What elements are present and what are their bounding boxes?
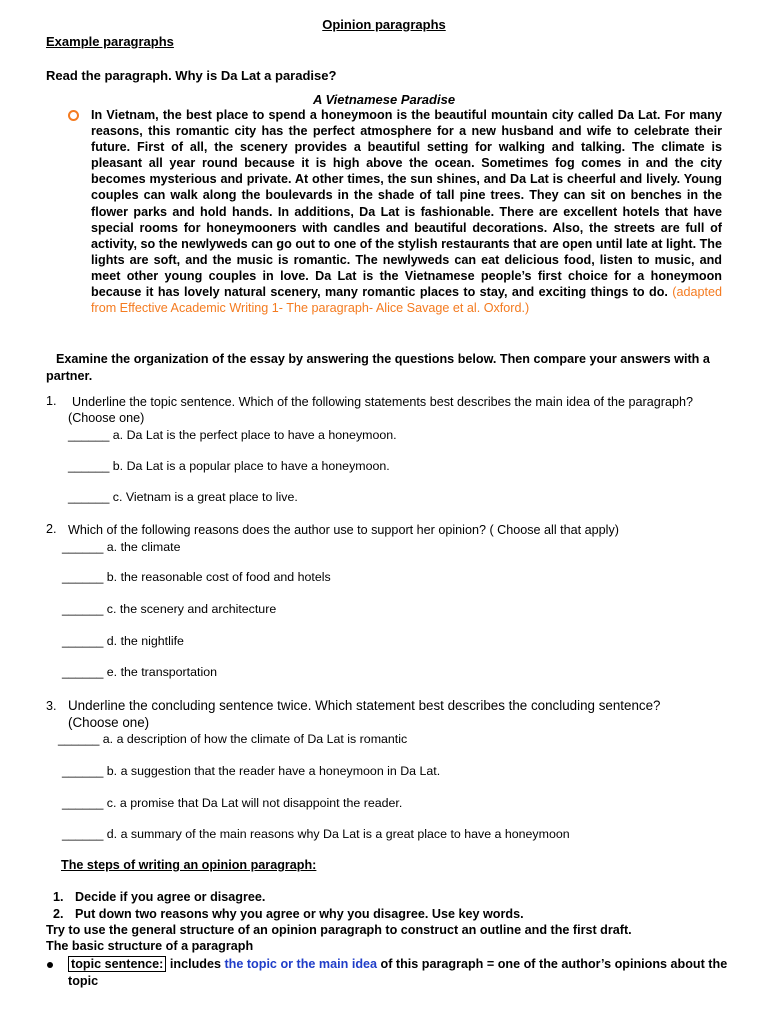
page-title: Opinion paragraphs (322, 17, 446, 32)
question-2-option-e: ______ e. the transportation (62, 665, 217, 679)
question-2-option-b: ______ b. the reasonable cost of food and hotels (62, 570, 331, 584)
step-1-text: Decide if you agree or disagree. (75, 890, 266, 904)
question-1-text: Underline the topic sentence. Which of the following statements best describes the main idea of the paragraph? (Choose one) (68, 395, 693, 425)
examine-instructions (46, 351, 726, 385)
question-3-text: Underline the concluding sentence twice. Which statement best describes the concluding sentence? (Choose one) (68, 698, 661, 730)
example-heading: Example paragraphs (46, 34, 174, 49)
read-prompt: Read the paragraph. Why is Da Lat a paradise? (46, 68, 337, 83)
circle-bullet-icon (68, 110, 79, 121)
question-2-text: Which of the following reasons does the author use to support her opinion? ( Choose all that apply) (68, 523, 619, 537)
question-3-option-b: ______ b. a suggestion that the reader have a honeymoon in Da Lat. (62, 764, 441, 778)
question-3-option-c: ______ c. a promise that Da Lat will not disappoint the reader. (62, 796, 403, 810)
question-2-option-a: ______ a. the climate (62, 540, 181, 554)
bullet-highlight: the topic or the main idea (224, 957, 378, 971)
question-2-option-d: ______ d. the nightlife (62, 634, 184, 648)
question-3-option-d: ______ d. a summary of the main reasons why Da Lat is a great place to have a honeymoon (62, 827, 570, 841)
question-3-option-a: ______ a. a description of how the climate of Da Lat is romantic (58, 732, 408, 746)
question-2-option-c: ______ c. the scenery and architecture (62, 602, 277, 616)
paragraph-source: (adapted from Effective Academic Writing 1- The paragraph- Alice Savage et al. Oxford.) (91, 285, 723, 316)
question-1-option-b: ______ b. Da Lat is a popular place to have a honeymoon. (68, 459, 390, 473)
question-2-number: 2. (46, 522, 57, 536)
paragraph-text: In Vietnam, the best place to spend a honeymoon is the beautiful mountain city called Da Lat. For many reasons, this romantic city has the perfect atmosphere for a new husband and wife to celebrate their future. First of all, the scenery provides a beautiful setting for walking and talking. The climate is pleasant all year round because it is high above the ocean. Sometimes fog comes in and the city becomes mysterious and private. At other times, the sun shines, and Da Lat is cheerful and lively. Young couples can walk along the boulevards in the shade of tall pine trees. They can sit on benches in the flower parks and hold hands. In additions, Da Lat is fashionable. There are excellent hotels that have special rooms for honeymooners with candles and beautiful decorations. Also, the streets are full of activity, so the newlyweds can go out to one of the stylish restaurants that are open until late at light. The lights are soft, and the music is romantic. The newlyweds can eat delicious food, listen to music, and meet other young couples in love. Da Lat is the Vietnamese people’s first choice for a honeymoon because it has lovely natural scenery, many romantic places to stay, and exciting things to do. (91, 108, 722, 300)
bullet-dot-icon (47, 962, 53, 968)
bullet-post: of this paragraph = one of the author’s opinions about the topic (68, 957, 728, 988)
step-2-text: Put down two reasons why you agree or why you disagree. Use key words. (75, 907, 524, 921)
basic-structure-heading: The basic structure of a paragraph (46, 939, 254, 953)
question-1-option-a: ______ a. Da Lat is the perfect place to have a honeymoon. (68, 428, 397, 442)
example-paragraph (91, 107, 722, 316)
question-1-number: 1. (46, 394, 57, 408)
bullet-pre: includes (166, 957, 225, 971)
try-instruction: Try to use the general structure of an opinion paragraph to construct an outline and the first draft. (46, 923, 632, 937)
paragraph-title: A Vietnamese Paradise (312, 92, 456, 107)
step-1-number: 1. (53, 890, 64, 904)
step-2-number: 2. (53, 907, 64, 921)
question-1-option-c: ______ c. Vietnam is a great place to live. (68, 490, 298, 504)
examine-text: Examine the organization of the essay by answering the questions below. Then compare your answers with a partner. (46, 352, 710, 383)
question-3-number: 3. (46, 699, 57, 713)
steps-heading: The steps of writing an opinion paragraph: (61, 858, 317, 872)
topic-sentence-bullet (68, 956, 728, 990)
topic-sentence-term: topic sentence: (68, 956, 166, 972)
